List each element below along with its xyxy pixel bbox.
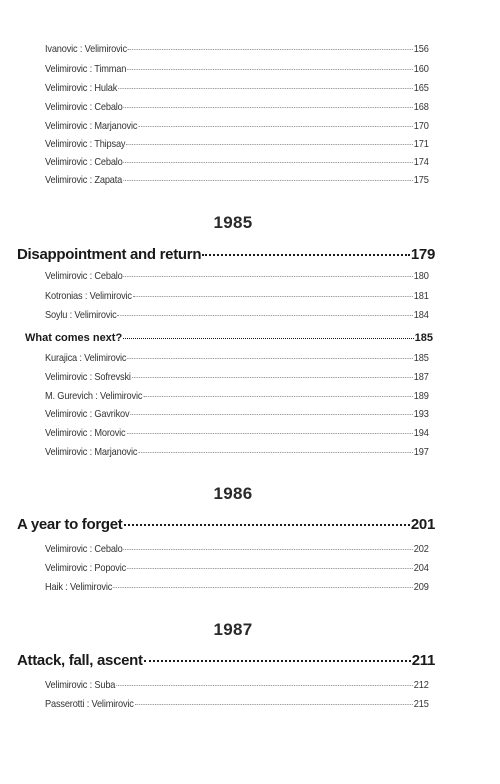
toc-entry-subchapter[interactable] (25, 332, 433, 344)
entry-page: 184 (413, 309, 429, 321)
entry-page: 209 (413, 581, 429, 593)
leader-dots (123, 180, 413, 181)
entry-title: Velimirovic : Sofrevski (45, 371, 131, 383)
toc-entry-game (45, 446, 429, 458)
leader-dots (127, 568, 413, 569)
year-heading: 1986 (213, 484, 253, 503)
toc-entry-game (45, 138, 429, 150)
leader-dots (132, 377, 413, 378)
entry-title: Velimirovic : Cebalo (45, 156, 123, 168)
entry-page: 197 (413, 446, 429, 458)
chapter-page: 179 (410, 246, 435, 263)
toc-entry-game (45, 581, 429, 593)
entry-page: 215 (413, 698, 429, 710)
entry-page: 194 (413, 427, 429, 439)
leader-dots (133, 296, 413, 297)
entry-title: Velimirovic : Cebalo (45, 101, 123, 113)
subchapter-page: 185 (414, 332, 433, 344)
toc-entry-game (45, 352, 429, 364)
entry-title: Passerotti : Velimirovic (45, 698, 134, 710)
toc-entry-chapter[interactable] (17, 246, 435, 263)
entry-page: 156 (413, 43, 429, 55)
leader-dots (124, 276, 413, 277)
entry-page: 175 (413, 174, 429, 186)
toc-entry-game (45, 156, 429, 168)
entry-page: 165 (413, 82, 429, 94)
toc-entry-game (45, 309, 429, 321)
chapter-title: Disappointment and return (17, 246, 202, 263)
leader-dots (130, 414, 413, 415)
toc-entry-game (45, 101, 429, 113)
entry-title: Velimirovic : Popovic (45, 562, 127, 574)
leader-dots (113, 587, 413, 588)
toc-entry-game (45, 679, 429, 691)
toc-entry-game (45, 698, 429, 710)
entry-page: 170 (413, 120, 429, 132)
entry-page: 212 (413, 679, 429, 691)
leader-dots (135, 704, 413, 705)
leader-dots (116, 685, 413, 686)
leader-dots (127, 358, 413, 359)
entry-page: 189 (413, 390, 429, 402)
entry-page: 202 (413, 543, 429, 555)
leader-dots (124, 524, 410, 526)
chapter-title: A year to forget (17, 516, 123, 533)
leader-dots (138, 126, 413, 127)
toc-entry-game (45, 63, 429, 75)
entry-page: 204 (413, 562, 429, 574)
toc-entry-game (45, 290, 429, 302)
entry-page: 193 (413, 408, 429, 420)
toc-entry-game (45, 543, 429, 555)
toc-entry-game (45, 43, 429, 55)
chapter-title: Attack, fall, ascent (17, 652, 143, 669)
entry-title: Soylu : Velimirovic (45, 309, 117, 321)
leader-dots (118, 88, 413, 89)
entry-page: 187 (413, 371, 429, 383)
leader-dots (123, 338, 413, 339)
year-heading: 1985 (213, 213, 253, 232)
entry-page: 174 (413, 156, 429, 168)
toc-entry-game (45, 174, 429, 186)
leader-dots (128, 49, 413, 50)
entry-page: 181 (413, 290, 429, 302)
subchapter-title: What comes next? (25, 332, 123, 344)
entry-title: Haik : Velimirovic (45, 581, 113, 593)
entry-page: 168 (413, 101, 429, 113)
leader-dots (126, 433, 413, 434)
toc-entry-game (45, 270, 429, 282)
year-heading: 1987 (213, 620, 253, 639)
entry-title: Velimirovic : Suba (45, 679, 116, 691)
leader-dots (144, 660, 411, 662)
toc-entry-game (45, 427, 429, 439)
toc-entry-game (45, 120, 429, 132)
toc-entry-game (45, 82, 429, 94)
leader-dots (127, 69, 413, 70)
entry-page: 171 (413, 138, 429, 150)
entry-title: Velimirovic : Timman (45, 63, 127, 75)
entry-title: Kurajica : Velimirovic (45, 352, 127, 364)
entry-page: 180 (413, 270, 429, 282)
toc-entry-game (45, 408, 429, 420)
toc-entry-chapter[interactable] (17, 652, 435, 669)
leader-dots (124, 107, 413, 108)
entry-title: Velimirovic : Hulak (45, 82, 118, 94)
entry-title: Velimirovic : Cebalo (45, 270, 123, 282)
entry-title: Velimirovic : Cebalo (45, 543, 123, 555)
leader-dots (124, 549, 413, 550)
entry-title: Kotronias : Velimirovic (45, 290, 132, 302)
entry-title: Velimirovic : Marjanovic (45, 120, 138, 132)
leader-dots (118, 315, 413, 316)
toc-entry-chapter[interactable] (17, 516, 435, 533)
chapter-page: 211 (411, 652, 435, 669)
toc-entry-game (45, 390, 429, 402)
toc-entry-game (45, 371, 429, 383)
entry-title: Ivanovic : Velimirovic (45, 43, 127, 55)
leader-dots (126, 144, 413, 145)
entry-page: 160 (413, 63, 429, 75)
entry-title: Velimirovic : Zapata (45, 174, 123, 186)
entry-title: Velimirovic : Gavrikov (45, 408, 130, 420)
entry-title: Velimirovic : Morovic (45, 427, 126, 439)
entry-title: Velimirovic : Thipsay (45, 138, 126, 150)
leader-dots (202, 254, 410, 256)
leader-dots (143, 396, 413, 397)
entry-title: M. Gurevich : Velimirovic (45, 390, 143, 402)
toc-entry-game (45, 562, 429, 574)
entry-title: Velimirovic : Marjanovic (45, 446, 138, 458)
chapter-page: 201 (410, 516, 435, 533)
entry-page: 185 (413, 352, 429, 364)
leader-dots (124, 162, 413, 163)
leader-dots (138, 452, 413, 453)
